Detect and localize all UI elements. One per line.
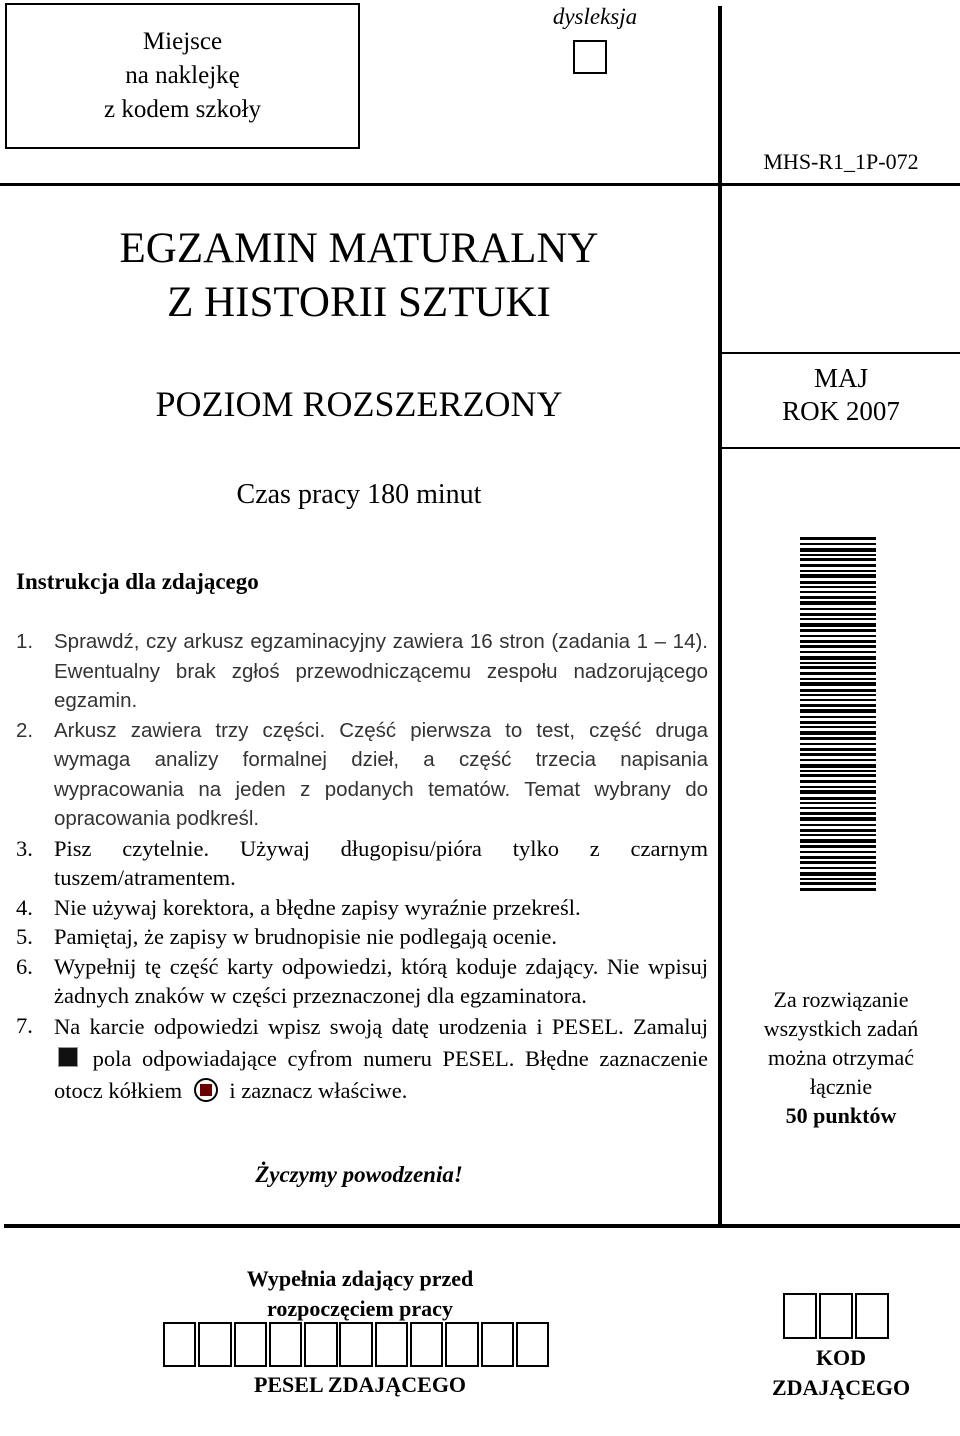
barcode-bar (800, 770, 876, 772)
pesel-heading (200, 1264, 520, 1324)
instruction-text: Pamiętaj, że zapisy w brudnopisie nie podlegają ocenie. (54, 924, 557, 949)
student-code-digit-box[interactable] (855, 1293, 889, 1339)
circled-square-icon (194, 1078, 218, 1102)
dyslexia-label: dysleksja (552, 4, 638, 29)
pesel-digit-box[interactable] (198, 1322, 231, 1367)
barcode-bar (800, 797, 876, 800)
barcode-bar (800, 786, 876, 788)
barcode-bar (800, 662, 876, 664)
barcode-bar (800, 640, 876, 643)
header-divider (0, 183, 960, 186)
barcode-bar (800, 780, 876, 783)
barcode-bar (800, 872, 876, 876)
instruction-number: 4. (16, 894, 33, 920)
student-code-label (722, 1343, 960, 1403)
instruction-text-part-c: i zaznacz właściwe. (229, 1077, 408, 1103)
instructions-list (16, 627, 708, 1107)
instruction-item (16, 627, 708, 716)
pesel-digit-box[interactable] (445, 1322, 478, 1367)
instruction-number: 3. (16, 835, 33, 861)
exam-level: POZIOM ROZSZERZONY (155, 384, 563, 424)
points-total: 50 punktów (785, 1103, 897, 1128)
barcode-bar (800, 731, 876, 735)
date-divider-bottom (720, 447, 960, 449)
instruction-text: Sprawdź, czy arkusz egzaminacyjny zawiera 16 stron (zadania 1 – 14). Ewentualny brak zgłoś przewodniczącemu zespołu nadzorującego egzamin. (54, 630, 708, 712)
pesel-digit-box[interactable] (339, 1322, 372, 1367)
sticker-line-2: na naklejkę (125, 62, 240, 89)
pesel-digit-box[interactable] (481, 1322, 514, 1367)
barcode-bar (800, 882, 876, 885)
barcode-bar (800, 554, 876, 556)
barcode-bar (800, 716, 876, 718)
instruction-text-part-b: pola odpowiadające cyfrom numeru PESEL. Błędne zaznaczenie otocz kółkiem (54, 1045, 708, 1103)
school-code-sticker-box (5, 3, 360, 149)
barcode-bar (800, 623, 876, 627)
barcode-bar (800, 839, 876, 843)
exam-title-line-2: Z HISTORII SZTUKI (167, 279, 551, 326)
barcode-bar (800, 817, 876, 821)
barcode-bar (800, 709, 876, 713)
barcode-bar (800, 574, 876, 578)
barcode-bar (800, 682, 876, 686)
barcode-bar (800, 812, 876, 815)
instruction-number: 5. (16, 924, 33, 949)
barcode-bar (800, 867, 876, 869)
barcode-bar (800, 753, 876, 756)
good-luck-message: Życzymy powodzenia! (255, 1162, 463, 1187)
barcode-bar (800, 807, 876, 809)
barcode-bar (800, 759, 876, 761)
barcode-bar (800, 596, 876, 599)
barcode-bar (800, 564, 876, 567)
student-code-digit-box[interactable] (783, 1293, 817, 1339)
barcode-bar (800, 851, 876, 853)
barcode-bar (800, 586, 876, 588)
barcode-bar (800, 802, 876, 804)
barcode-bar (800, 651, 876, 653)
barcode-bar (800, 608, 876, 610)
pesel-digit-box[interactable] (163, 1322, 196, 1367)
barcode-bar (800, 645, 876, 648)
barcode-bar (800, 737, 876, 740)
instruction-number: 6. (16, 953, 33, 979)
pesel-digit-box[interactable] (269, 1322, 302, 1367)
barcode-bar (800, 845, 876, 848)
barcode-bar (800, 548, 876, 552)
instruction-text (54, 1011, 708, 1107)
barcode-bar (800, 829, 876, 832)
pesel-heading-line-1: Wypełnia zdający przed (246, 1266, 474, 1291)
barcode-bar (800, 694, 876, 696)
points-line-4: łącznie (809, 1074, 873, 1099)
instruction-text: Arkusz zawiera trzy części. Część pierwsza to test, część druga wymaga analizy formalnej dzieł, a część trzecia napisania wypracowania na jeden z podanych tematów. Temat wybrany do opracowania podkreśl. (54, 718, 708, 830)
pesel-input-boxes (163, 1322, 551, 1367)
kod-label-line-2: ZDAJĄCEGO (771, 1375, 911, 1400)
barcode-bar (800, 558, 876, 561)
barcode-bar (800, 591, 876, 593)
barcode-bar (800, 601, 876, 605)
barcode-bar (800, 618, 876, 620)
total-points-info (722, 985, 960, 1130)
barcode-bar (800, 629, 876, 632)
barcode-bar (800, 699, 876, 701)
student-code-digit-box[interactable] (819, 1293, 853, 1339)
barcode-bar (800, 726, 876, 728)
barcode-bar (800, 656, 876, 660)
barcode-bar (800, 689, 876, 692)
barcode-bar (800, 635, 876, 637)
exam-year: ROK 2007 (782, 396, 900, 426)
barcode-bar (800, 888, 876, 891)
instruction-item (16, 716, 708, 834)
pesel-digit-box[interactable] (516, 1322, 549, 1367)
barcode-bar (800, 678, 876, 680)
student-code-boxes (783, 1293, 891, 1339)
instruction-text-part-a: Na karcie odpowiedzi wpisz swoją datę urodzenia i PESEL. Zamaluj (54, 1013, 708, 1039)
instruction-item (16, 893, 708, 923)
pesel-digit-box[interactable] (410, 1322, 443, 1367)
barcode-bar (800, 856, 876, 859)
barcode-bar (800, 704, 876, 707)
instruction-item (16, 922, 708, 952)
barcode-bar (800, 861, 876, 864)
pesel-heading-line-2: rozpoczęciem pracy (267, 1296, 453, 1321)
instruction-text: Wypełnij tę część karty odpowiedzi, którą koduje zdający. Nie wpisuj żadnych znaków w części przeznaczonej dla egzaminatora. (54, 953, 708, 1008)
footer-divider (4, 1224, 960, 1228)
points-line-2: wszystkich zadań (763, 1016, 919, 1041)
barcode-bar (800, 537, 876, 540)
instruction-text: Nie używaj korektora, a błędne zapisy wyraźnie przekreśl. (54, 894, 581, 920)
sticker-line-3: z kodem szkoły (104, 96, 261, 123)
pesel-digit-box[interactable] (304, 1322, 337, 1367)
dyslexia-checkbox[interactable] (573, 40, 607, 74)
barcode-bar (800, 824, 876, 826)
instruction-text: Pisz czytelnie. Używaj długopisu/pióra tylko z czarnym tuszem/atramentem. (54, 835, 708, 890)
exam-code: MHS-R1_1P-072 (763, 149, 919, 174)
pesel-digit-box[interactable] (375, 1322, 408, 1367)
barcode-bar (800, 581, 876, 584)
barcode-bar (800, 666, 876, 669)
barcode-bar (800, 878, 876, 880)
date-divider-top (720, 352, 960, 354)
barcode-bar (800, 764, 876, 768)
barcode-bar (800, 721, 876, 724)
points-line-1: Za rozwiązanie (773, 987, 909, 1012)
barcode-bar (800, 613, 876, 616)
barcode-bar (800, 543, 876, 545)
instruction-item (16, 834, 708, 893)
instruction-number: 1. (16, 630, 34, 653)
barcode-bar (800, 790, 876, 794)
barcode-bar (800, 672, 876, 675)
instructions-heading: Instrukcja dla zdającego (16, 569, 259, 594)
kod-label-line-1: KOD (815, 1345, 867, 1370)
sticker-line-1: Miejsce (142, 28, 223, 55)
filled-square-icon (58, 1047, 78, 1067)
barcode-bar (800, 743, 876, 745)
barcode-bar (800, 774, 876, 777)
pesel-label: PESEL ZDAJĄCEGO (253, 1372, 467, 1397)
barcode (800, 537, 876, 895)
exam-month: MAJ (813, 363, 868, 393)
exam-date (722, 362, 960, 428)
instruction-number: 7. (16, 1012, 33, 1038)
instruction-item (16, 952, 708, 1011)
pesel-digit-box[interactable] (234, 1322, 267, 1367)
barcode-bar (800, 570, 876, 572)
instruction-item (16, 1011, 708, 1107)
instruction-number: 2. (16, 718, 34, 742)
exam-duration: Czas pracy 180 minut (236, 479, 482, 510)
barcode-bar (800, 834, 876, 836)
exam-title-line-1: EGZAMIN MATURALNY (119, 225, 599, 272)
points-line-3: można otrzymać (768, 1045, 914, 1070)
barcode-bar (800, 748, 876, 751)
